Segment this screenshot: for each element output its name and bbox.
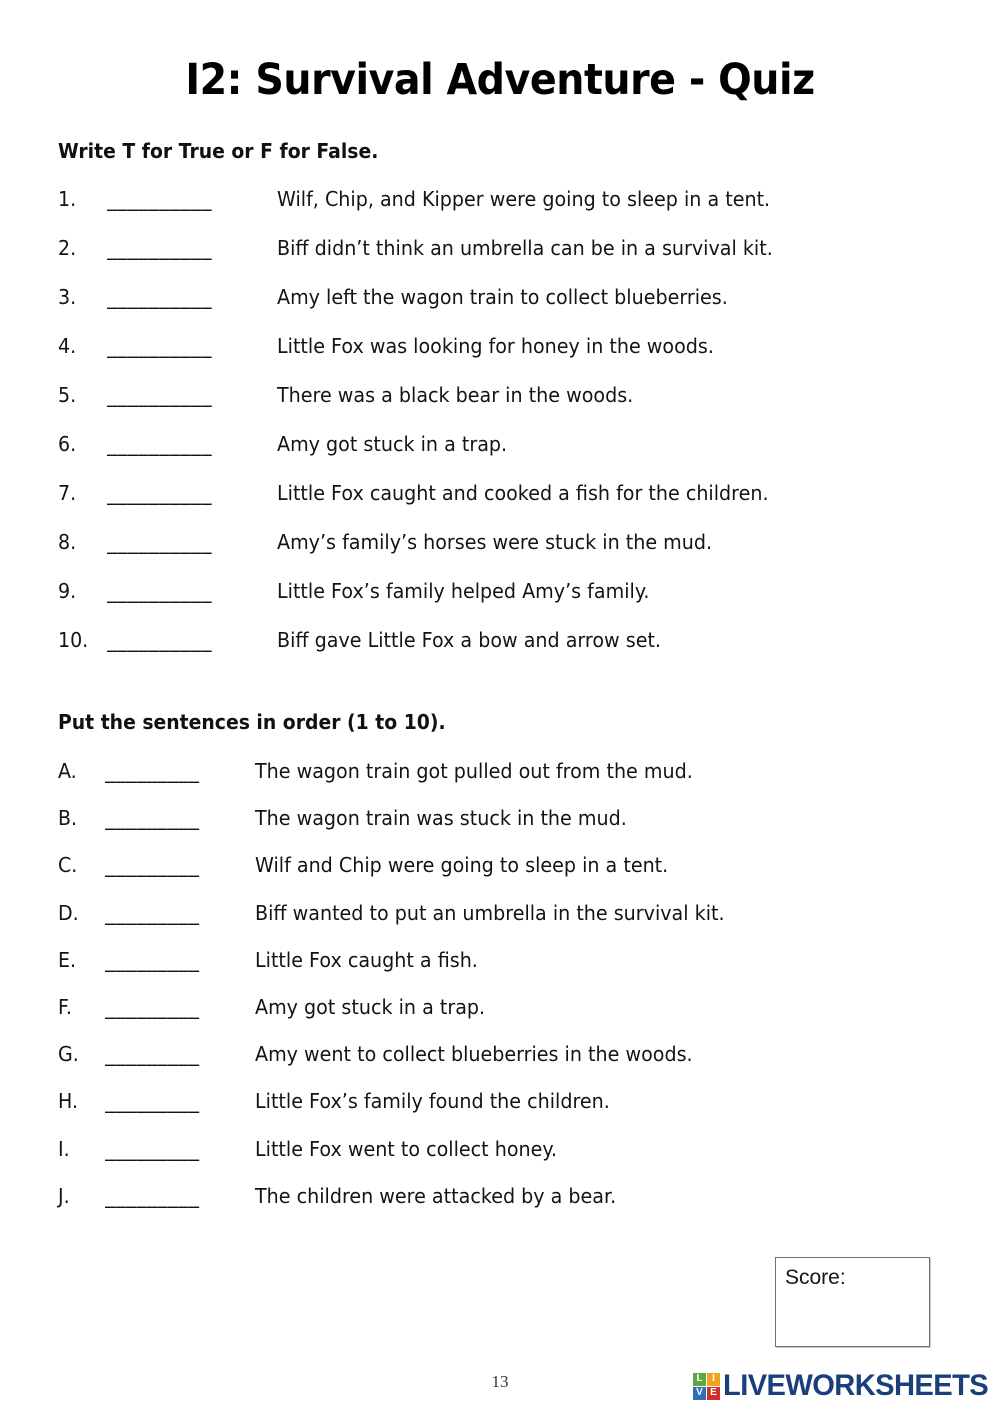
question-text: Amy got stuck in a trap. bbox=[255, 995, 486, 1019]
question-label: J. bbox=[58, 1183, 70, 1208]
question-text: Wilf and Chip were going to sleep in a tent. bbox=[255, 853, 669, 878]
logo-tiles-icon bbox=[693, 1373, 720, 1400]
answer-blank[interactable]: __________ bbox=[107, 285, 212, 309]
answer-blank[interactable]: _________ bbox=[105, 1136, 200, 1161]
answer-blank[interactable]: _________ bbox=[105, 1042, 200, 1067]
answer-blank[interactable]: _________ bbox=[105, 947, 200, 972]
question-text: Amy’s family’s horses were stuck in the mud. bbox=[277, 530, 713, 554]
answer-blank[interactable]: __________ bbox=[107, 383, 212, 407]
question-row bbox=[58, 623, 958, 657]
question-label: 3. bbox=[58, 285, 77, 309]
question-label: 1. bbox=[58, 187, 77, 211]
question-label: G. bbox=[58, 1042, 79, 1067]
logo-tile-e: E bbox=[707, 1387, 720, 1400]
question-text: Wilf, Chip, and Kipper were going to sleep in a tent. bbox=[277, 187, 771, 211]
question-text: The children were attacked by a bear. bbox=[255, 1183, 617, 1208]
question-text: Biff didn’t think an umbrella can be in a survival kit. bbox=[277, 236, 773, 260]
question-row bbox=[58, 280, 958, 314]
question-row bbox=[58, 1179, 958, 1213]
question-text: Little Fox caught and cooked a fish for the children. bbox=[277, 481, 769, 505]
answer-blank[interactable]: __________ bbox=[107, 481, 212, 505]
question-row bbox=[58, 231, 958, 265]
question-label: A. bbox=[58, 759, 77, 783]
question-row bbox=[58, 1084, 958, 1118]
logo-wordmark: LIVEWORKSHEETS bbox=[723, 1369, 989, 1402]
question-row bbox=[58, 990, 958, 1024]
question-label: E. bbox=[58, 947, 77, 972]
question-row bbox=[58, 525, 958, 559]
question-text: Little Fox caught a fish. bbox=[255, 947, 478, 972]
question-label: I. bbox=[58, 1136, 70, 1161]
question-label: 2. bbox=[58, 236, 77, 260]
question-label: B. bbox=[58, 806, 78, 831]
page-number: 13 bbox=[491, 1372, 509, 1391]
answer-blank[interactable]: __________ bbox=[107, 432, 212, 456]
answer-blank[interactable]: _________ bbox=[105, 900, 200, 925]
section-heading-true-false: Write T for True or F for False. bbox=[58, 139, 379, 163]
question-label: 10. bbox=[58, 628, 89, 652]
question-text: There was a black bear in the woods. bbox=[277, 383, 634, 407]
question-label: F. bbox=[58, 995, 72, 1019]
question-row bbox=[58, 896, 958, 930]
question-row bbox=[58, 378, 958, 412]
question-text: Amy got stuck in a trap. bbox=[277, 432, 508, 456]
question-text: Little Fox’s family helped Amy’s family. bbox=[277, 579, 650, 603]
question-label: 8. bbox=[58, 530, 77, 554]
section-heading-order: Put the sentences in order (1 to 10). bbox=[58, 710, 446, 734]
question-text: Biff wanted to put an umbrella in the survival kit. bbox=[255, 900, 725, 925]
answer-blank[interactable]: __________ bbox=[107, 334, 212, 358]
question-row bbox=[58, 427, 958, 461]
question-row bbox=[58, 1037, 958, 1071]
question-label: H. bbox=[58, 1089, 78, 1114]
question-label: 4. bbox=[58, 334, 77, 358]
answer-blank[interactable]: __________ bbox=[107, 579, 212, 603]
logo-tile-l: L bbox=[693, 1373, 706, 1386]
answer-blank[interactable]: __________ bbox=[107, 628, 212, 652]
question-text: Little Fox’s family found the children. bbox=[255, 1089, 610, 1114]
question-row bbox=[58, 943, 958, 977]
question-text: Amy left the wagon train to collect blueberries. bbox=[277, 285, 728, 309]
score-label: Score: bbox=[785, 1266, 846, 1289]
question-label: 7. bbox=[58, 481, 77, 505]
answer-blank[interactable]: __________ bbox=[107, 187, 212, 211]
answer-blank[interactable]: _________ bbox=[105, 1183, 200, 1208]
question-row bbox=[58, 574, 958, 608]
question-row bbox=[58, 476, 958, 510]
question-row bbox=[58, 848, 958, 882]
question-row bbox=[58, 182, 958, 216]
page-title: I2: Survival Adventure - Quiz bbox=[185, 55, 815, 105]
score-box[interactable] bbox=[775, 1257, 930, 1347]
answer-blank[interactable]: _________ bbox=[105, 995, 200, 1019]
logo-tile-v: V bbox=[693, 1387, 706, 1400]
answer-blank[interactable]: _________ bbox=[105, 1089, 200, 1114]
question-row bbox=[58, 329, 958, 363]
answer-blank[interactable]: _________ bbox=[105, 759, 200, 783]
question-text: The wagon train was stuck in the mud. bbox=[255, 806, 627, 831]
question-text: The wagon train got pulled out from the mud. bbox=[255, 759, 693, 783]
answer-blank[interactable]: _________ bbox=[105, 853, 200, 878]
question-row bbox=[58, 1132, 958, 1166]
answer-blank[interactable]: __________ bbox=[107, 530, 212, 554]
question-row bbox=[58, 754, 958, 788]
question-text: Biff gave Little Fox a bow and arrow set. bbox=[277, 628, 662, 652]
question-text: Little Fox was looking for honey in the woods. bbox=[277, 334, 714, 358]
question-label: C. bbox=[58, 853, 78, 878]
question-text: Amy went to collect blueberries in the woods. bbox=[255, 1042, 693, 1067]
question-label: D. bbox=[58, 900, 79, 925]
question-row bbox=[58, 801, 958, 835]
question-text: Little Fox went to collect honey. bbox=[255, 1136, 558, 1161]
answer-blank[interactable]: _________ bbox=[105, 806, 200, 831]
liveworksheets-logo bbox=[693, 1366, 996, 1406]
answer-blank[interactable]: __________ bbox=[107, 236, 212, 260]
question-label: 5. bbox=[58, 383, 77, 407]
logo-tile-i: I bbox=[707, 1373, 720, 1386]
question-label: 9. bbox=[58, 579, 77, 603]
question-label: 6. bbox=[58, 432, 77, 456]
